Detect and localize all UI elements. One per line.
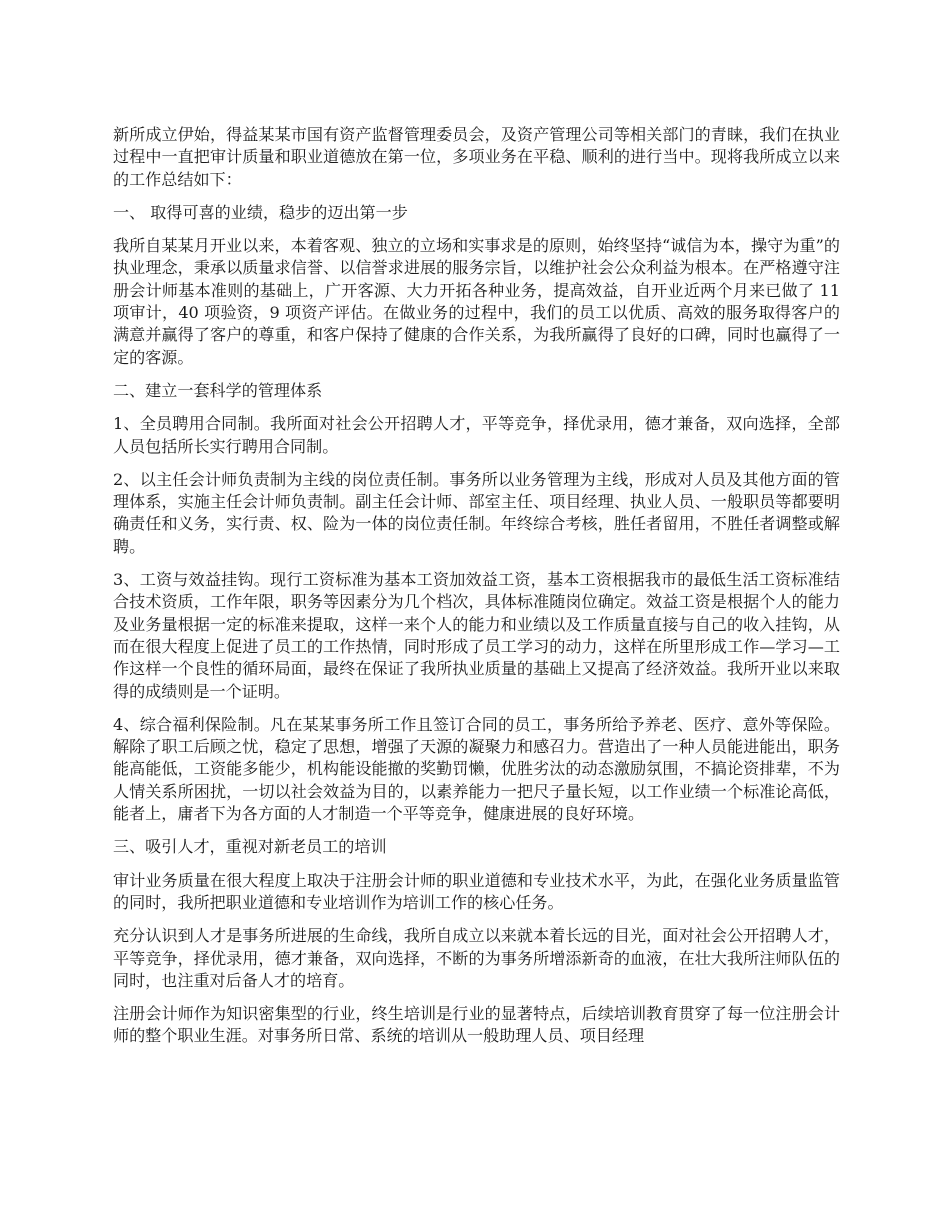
intro-paragraph: 新所成立伊始，得益某某市国有资产监督管理委员会，及资产管理公司等相关部门的青睐，我们在执业过程中一直把审计质量和职业道德放在第一位，多项业务在平稳、顺利的进行当中。现将我所成立以来的工作总结如下： [113, 125, 840, 189]
document-body [113, 124, 840, 1059]
section-3-paragraph-1: 审计业务质量在很大程度上取决于注册会计师的职业道德和专业技术水平，为此，在强化业务质量监管的同时，我所把职业道德和专业培训作为培训工作的核心任务。 [113, 870, 840, 912]
section-heading-1: 一、 取得可喜的业绩，稳步的迈出第一步 [113, 202, 408, 222]
section-1-paragraph: 我所自某某月开业以来，本着客观、独立的立场和实事求是的原则，始终坚持“诚信为本，操守为重”的执业理念，秉承以质量求信誉、以信誉求进展的服务宗旨，以维护社会公众利益为根本。在严格遵守注册会计师基本准则的基础上，广开客源、大力开拓各种业务，提高效益，自开业近两个月来已做了 11 项审计，40 项验资，9 项资产评估。在做业务的过程中，我们的员工以优质、高效的服务取得客户的满意并赢得了客户的尊重，和客户保持了健康的合作关系，为我所赢得了良好的口碑，同时也赢得了一定的客源。 [113, 236, 840, 367]
item-2-paragraph: 2、以主任会计师负责制为主线的岗位责任制。事务所以业务管理为主线，形成对人员及其他方面的管理体系，实施主任会计师负责制。副主任会计师、部室主任、项目经理、执业人员、一般职员等都要明确责任和义务，实行责、权、险为一体的岗位责任制。年终综合考核，胜任者留用，不胜任者调整或解聘。 [113, 469, 840, 556]
item-3-paragraph: 3、工资与效益挂钩。现行工资标准为基本工资加效益工资，基本工资根据我市的最低生活工资标准结合技术资质，工作年限，职务等因素分为几个档次，具体标准随岗位确定。效益工资是根据个人的能力及业务量根据一定的标准来提取，这样一来个人的能力和业绩以及工作质量直接与自己的收入挂钩，从而在很大程度上促进了员工的工作热情，同时形成了员工学习的动力，这样在所里形成工作—学习—工作这样一个良性的循环局面，最终在保证了我所执业质量的基础上又提高了经济效益。我所开业以来取得的成绩则是一个证明。 [113, 570, 840, 701]
section-heading-2: 二、建立一套科学的管理体系 [113, 380, 323, 400]
section-3-paragraph-3: 注册会计师作为知识密集型的行业，终生培训是行业的显著特点，后续培训教育贯穿了每一位注册会计师的整个职业生涯。对事务所日常、系统的培训从一般助理人员、项目经理 [113, 1004, 840, 1046]
item-4-paragraph: 4、综合福利保险制。凡在某某事务所工作且签订合同的员工，事务所给予养老、医疗、意外等保险。解除了职工后顾之忧，稳定了思想，增强了天源的凝聚力和感召力。营造出了一种人员能进能出，职务能高能低，工资能多能少，机构能设能撤的奖勤罚懒，优胜劣汰的动态激励氛围，不搞论资排辈，不为人情关系所困扰，一切以社会效益为目的，以素养能力一把尺子量长短，以工作业绩一个标准论高低，能者上，庸者下为各方面的人才制造一个平等竞争，健康进展的良好环境。 [113, 714, 840, 824]
item-1-paragraph: 1、全员聘用合同制。我所面对社会公开招聘人才，平等竞争，择优录用，德才兼备，双向选择，全部人员包括所长实行聘用合同制。 [113, 414, 840, 456]
section-3-paragraph-2: 充分认识到人才是事务所进展的生命线，我所自成立以来就本着长远的目光，面对社会公开招聘人才，平等竞争，择优录用，德才兼备，双向选择，不断的为事务所增添新奇的血液，在壮大我所注师队伍的同时，也注重对后备人才的培育。 [113, 926, 840, 990]
section-heading-3: 三、吸引人才，重视对新老员工的培训 [113, 837, 387, 857]
